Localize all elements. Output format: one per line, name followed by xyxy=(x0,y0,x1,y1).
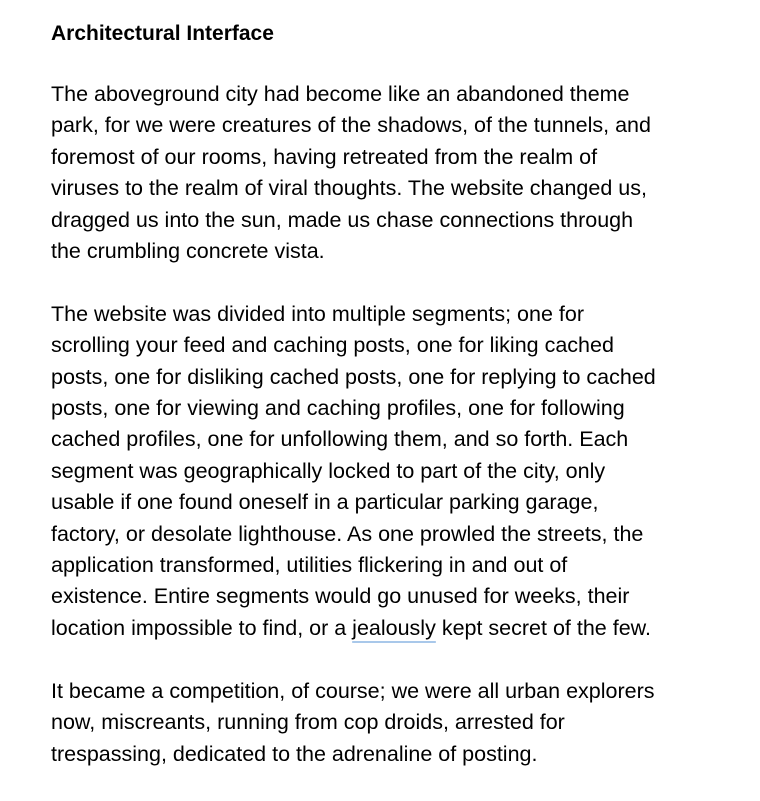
text-line: posts, one for viewing and caching profiles, one for following xyxy=(51,396,625,421)
text-line: factory, or desolate lighthouse. As one prowled the streets, the xyxy=(51,521,644,546)
document xyxy=(51,18,741,801)
text-line: now, miscreants, running from cop droids, arrested for xyxy=(51,710,565,735)
text-line: segment was geographically locked to part of the city, only xyxy=(51,458,606,483)
text-line: dragged us into the sun, made us chase connections through xyxy=(51,207,634,232)
text-segment: location impossible to find, or a xyxy=(51,615,353,640)
text-line: cached profiles, one for unfollowing them, and so forth. Each xyxy=(51,427,629,452)
text-line: trespassing, dedicated to the adrenaline of posting. xyxy=(51,741,538,766)
text-line: foremost of our rooms, having retreated from the realm of xyxy=(51,144,598,169)
text-line: the crumbling concrete vista. xyxy=(51,239,325,264)
text-line: The aboveground city had become like an abandoned theme xyxy=(51,82,630,106)
paragraph-3 xyxy=(51,676,741,770)
text-line: scrolling your feed and caching posts, one for liking cached xyxy=(51,333,614,358)
document-title: Architectural Interface xyxy=(51,22,274,45)
text-line: park, for we were creatures of the shadows, of the tunnels, and xyxy=(51,113,651,138)
paragraph-2 xyxy=(51,299,741,644)
paragraph-1 xyxy=(51,79,741,267)
text-line: It became a competition, of course; we were all urban explorers xyxy=(51,678,655,703)
text-line xyxy=(51,613,741,644)
spellcheck-flagged-word[interactable]: jealously xyxy=(352,615,436,640)
text-line: posts, one for disliking cached posts, one for replying to cached xyxy=(51,364,656,389)
text-segment: kept secret of the few. xyxy=(435,615,651,640)
text-line: application transformed, utilities flickering in and out of xyxy=(51,553,568,578)
text-line: viruses to the realm of viral thoughts. The website changed us, xyxy=(51,176,647,201)
text-line: existence. Entire segments would go unused for weeks, their xyxy=(51,584,630,609)
text-line: The website was divided into multiple segments; one for xyxy=(51,301,584,326)
text-line: usable if one found oneself in a particular parking garage, xyxy=(51,490,599,515)
